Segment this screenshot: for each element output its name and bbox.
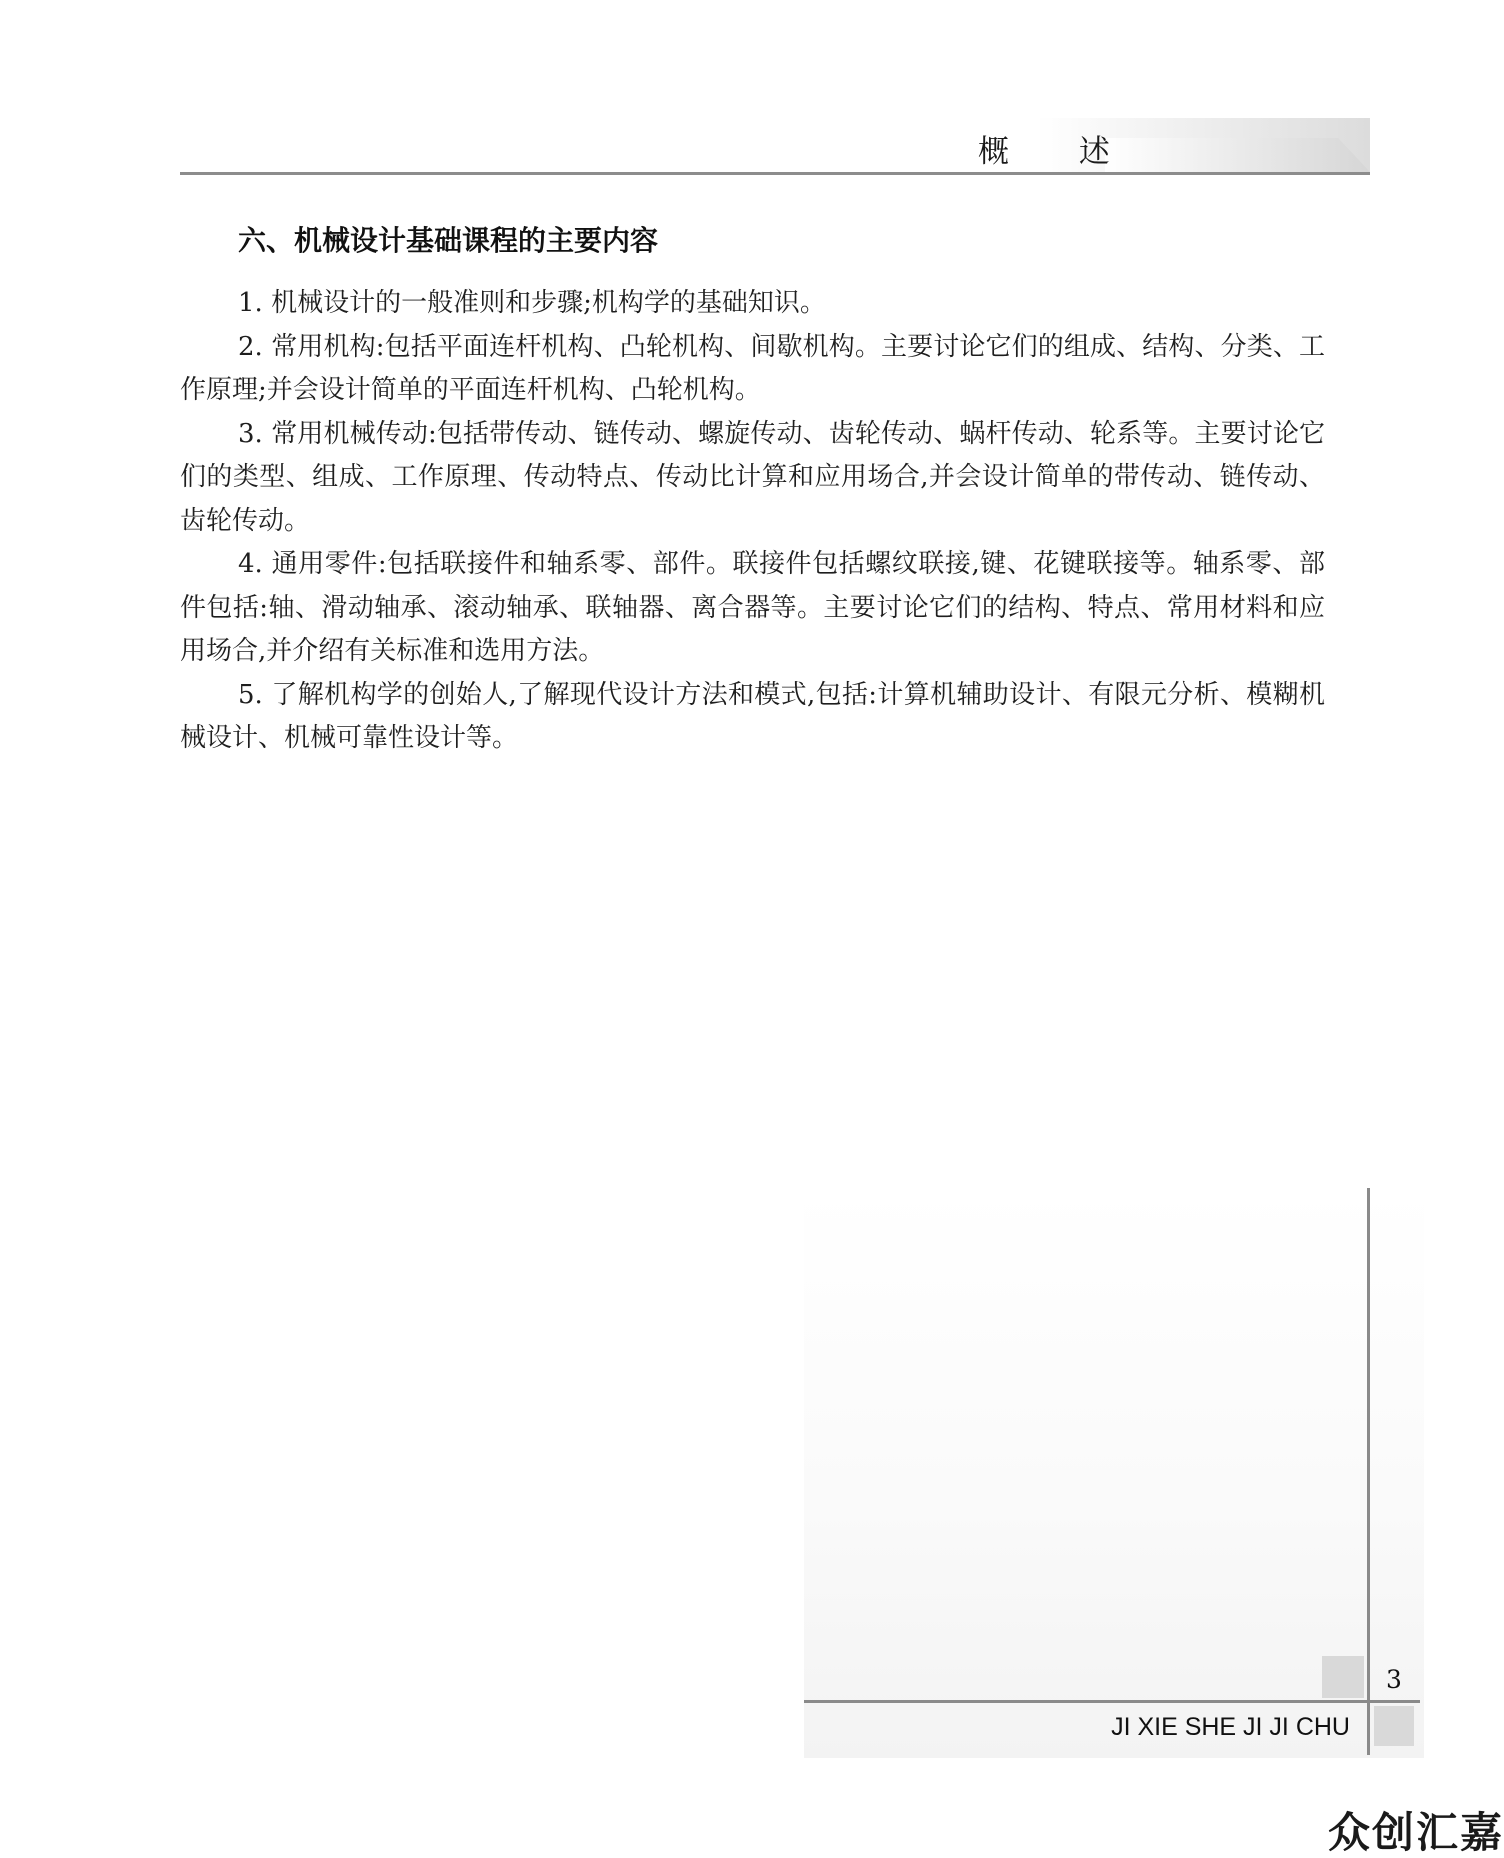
header-tab-decoration	[1105, 138, 1370, 172]
footer-vertical-rule	[1367, 1188, 1370, 1755]
paragraph-1: 1. 机械设计的一般准则和步骤;机构学的基础知识。	[238, 288, 826, 318]
paragraph-2: 2. 常用机构:包括平面连杆机构、凸轮机构、间歇机构。主要讨论它们的组成、结构、分类、工作原理;并会设计简单的平面连杆机构、凸轮机构。	[180, 331, 1325, 405]
header-rule	[180, 172, 1370, 175]
section-content	[180, 282, 1325, 761]
footer-horizontal-rule	[804, 1700, 1420, 1703]
paragraph-5: 5. 了解机构学的创始人,了解现代设计方法和模式,包括:计算机辅助设计、有限元分析、模糊机械设计、机械可靠性设计等。	[180, 679, 1325, 753]
page-number: 3	[1386, 1665, 1402, 1694]
watermark: 众创汇嘉	[1327, 1808, 1504, 1857]
chapter-title: 概 述	[978, 134, 1140, 170]
footer-square-top	[1322, 1656, 1364, 1698]
footer-course-title: JI XIE SHE JI JI CHU	[1111, 1713, 1350, 1741]
paragraph-3: 3. 常用机械传动:包括带传动、链传动、螺旋传动、齿轮传动、蜗杆传动、轮系等。主要讨论它们的类型、组成、工作原理、传动特点、传动比计算和应用场合,并会设计简单的带传动、链传动、齿轮传动。	[180, 418, 1325, 536]
footer-square-bottom	[1374, 1706, 1414, 1746]
section-heading: 六、机械设计基础课程的主要内容	[238, 224, 659, 257]
paragraph-4: 4. 通用零件:包括联接件和轴系零、部件。联接件包括螺纹联接,键、花键联接等。轴系零、部件包括:轴、滑动轴承、滚动轴承、联轴器、离合器等。主要讨论它们的结构、特点、常用材料和应用场合,并介绍有关标准和选用方法。	[180, 549, 1325, 666]
